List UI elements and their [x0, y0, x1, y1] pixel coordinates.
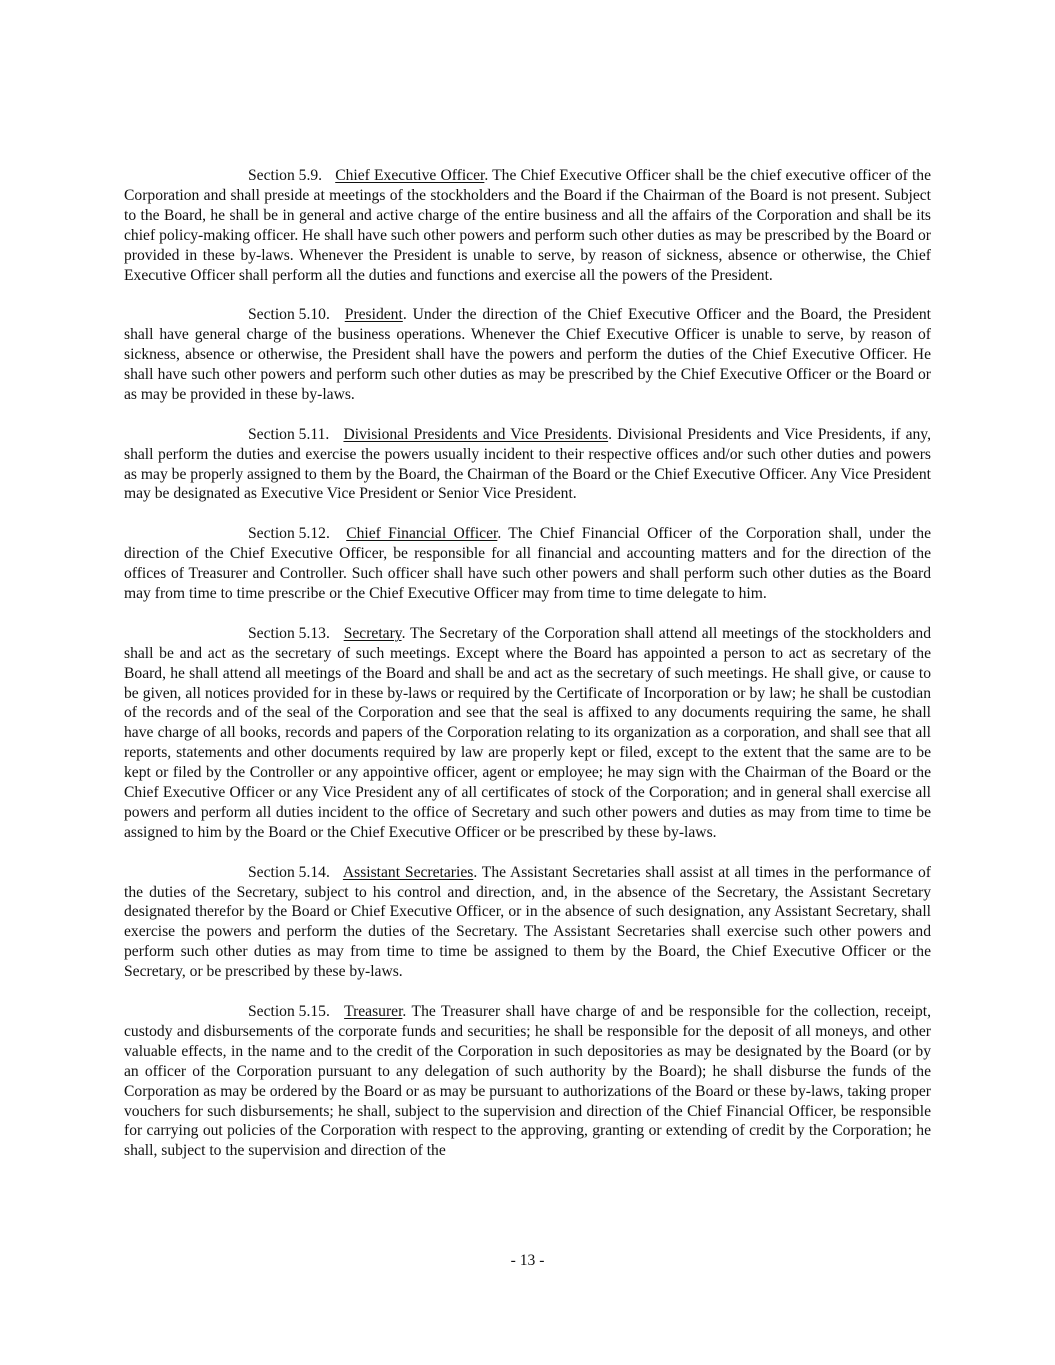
section-number: Section 5.11. [248, 425, 330, 443]
section-5-13: Section 5.13. Secretary. The Secretary of the Corporation shall attend all meetings of the stockholders and shall be and act as the secretary of such meetings. Except where the Board has appointed a person to act as secretary of the Board, he shall attend all meetings of the Board and shall be and act as the secretary of such meetings. He shall give, or cause to be given, all notices provided for in these by-laws or required by the Certificate of Incorporation or by law; he shall be custodian of the records and of the seal of the Corporation and see that the seal is affixed to any documents requiring the same, he shall have charge of all books, records and papers of the Corporation relating to its organization as a corporation, and shall see that all reports, statements and other documents required by law are properly kept or filed, except to the extent that the same are to be kept or filed by the Controller or any appointive officer, agent or employee; he may sign with the Chairman of the Board or the Chief Executive Officer or any Vice President any of all certificates of stock of the Corporation; and in general shall exercise all powers and perform all duties incident to the office of Secretary and such other powers and duties as may from time to time be assigned to him by the Board or the Chief Executive Officer or be prescribed by these by-laws. [124, 624, 932, 841]
section-body: The Secretary of the Corporation shall attend all meetings of the stockholders and shall be and act as the secretary of such meetings. Except where the Board has appointed a person to act as secretary of the Board, he shall attend all meetings of the Board and shall be and act as the secretary of such meetings. He shall give, or cause to be given, all notices provided for in these by-laws or required by the Certificate of Incorporation or by law; he shall be custodian of the records and of the seal of the Corporation and see that the seal is affixed to any documents requiring the same, he shall have charge of all books, records and papers of the Corporation relating to its organization as a corporation, and shall see that all reports, statements and other documents required by law are properly kept or filed, except to the extent that the same are to be kept or filed by the Controller or any appointive officer, agent or employee; he may sign with the Chairman of the Board or the Chief Executive Officer or any Vice President any of all certificates of stock of the Corporation; and in general shall exercise all powers and perform all duties incident to the office of Secretary and such other powers and duties as may from time to time be assigned to him by the Board or the Chief Executive Officer or be prescribed by these by-laws. [124, 624, 932, 841]
section-title: Secretary [343, 624, 402, 642]
section-5-10: Section 5.10. President. Under the direction of the Chief Executive Officer and the Board, the President shall have general charge of the business operations. Whenever the Chief Executive Officer is unable to serve, by reason of sickness, absence or otherwise, the President shall have the powers and perform the duties of the Chief Executive Officer. He shall have such other powers and perform such other duties as may be prescribed by the Chief Executive Officer or the Board or as may be provided in these by-laws. [124, 306, 931, 403]
section-5-14: Section 5.14. Assistant Secretaries. The Assistant Secretaries shall assist at all times in the performance of the duties of the Secretary, subject to his control and direction, and, in the absence of the Secretary, the Assistant Secretary designated therefor by the Board or Chief Executive Officer, or in the absence of such designation, any Assistant Secretary, shall exercise the powers and perform the duties of the Secretary. The Assistant Secretaries shall exercise such other powers and perform such other duties as may from time to time be assigned to them by the Board, the Chief Executive Officer or the Secretary, or be prescribed by these by-laws. [124, 863, 931, 981]
section-5-9: Section 5.9. Chief Executive Officer. The Chief Executive Officer shall be the chief executive officer of the Corporation and shall preside at meetings of the stockholders and the Board if the Chairman of the Board is not present. Subject to the Board, he shall be in general and active charge of the entire business and all the affairs of the Corporation and shall be its chief policy-making officer. He shall have such other powers and perform such other duties as may be prescribed by the Board or provided in these by-laws. Whenever the President is unable to serve, by reason of sickness, absence or otherwise, the Chief Executive Officer shall perform all the duties and functions and exercise all the powers of the President. [124, 167, 931, 284]
section-title: Divisional Presidents and Vice Presidents [343, 425, 609, 443]
section-number: Section 5.14. [248, 863, 330, 881]
section-number: Section 5.10. [248, 306, 330, 324]
section-title: President [344, 306, 403, 324]
document-page [124, 166, 931, 1181]
section-body: The Chief Financial Officer of the Corporation shall, under the direction of the Chief Executive Officer, be responsible for all financial and accounting matters and for the direction of the offices of Treasurer and Controller. Such officer shall have such other powers and shall perform such other duties as the Board may from time to time prescribe or the Chief Executive Officer may from time to time delegate to him. [124, 525, 932, 602]
section-title: Chief Executive Officer [335, 167, 485, 184]
section-title: Assistant Secretaries [342, 863, 474, 881]
section-number: Section 5.12. [248, 525, 330, 543]
section-body: The Chief Executive Officer shall be the chief executive officer of the Corporation and shall preside at meetings of the stockholders and the Board if the Chairman of the Board is not present. Subject to the Board, he shall be in general and active charge of the entire business and all the affairs of the Corporation and shall be its chief policy-making officer. He shall have such other powers and perform such other duties as may be prescribed by the Board or provided in these by-laws. Whenever the President is unable to serve, by reason of sickness, absence or otherwise, the Chief Executive Officer shall perform all the duties and functions and exercise all the powers of the President. [124, 167, 931, 284]
section-number: Section 5.9. [248, 167, 323, 184]
section-number: Section 5.13. [248, 624, 330, 642]
section-body: The Treasurer shall have charge of and be responsible for the collection, receipt, custody and disbursements of the corporate funds and securities; he shall be responsible for the deposit of all moneys, and other valuable effects, in the name and to the credit of the Corporation in such depositories as may be designated by the Board (or by an officer of the Corporation pursuant to any delegation of such authority by the Board); he shall disburse the funds of the Corporation as may be ordered by the Board or as may be pursuant to authorizations of the Board or these by-laws, taking proper vouchers for such disbursements; he shall, subject to the supervision and direction of the Chief Financial Officer, be responsible for carrying out policies of the Corporation with respect to the approving, granting or extending of credit by the Corporation; he shall, subject to the supervision and direction of the [124, 1002, 932, 1160]
section-body: Under the direction of the Chief Executive Officer and the Board, the President shall have general charge of the business operations. Whenever the Chief Executive Officer is unable to serve, by reason of sickness, absence or otherwise, the President shall have the powers and perform the duties of the Chief Executive Officer. He shall have such other powers and perform such other duties as may be prescribed by the Chief Executive Officer or the Board or as may be provided in these by-laws. [124, 306, 931, 403]
section-title: Chief Financial Officer [346, 525, 498, 543]
section-body: The Assistant Secretaries shall assist at all times in the performance of the duties of the Secretary, subject to his control and direction, and, in the absence of the Secretary, the Assistant Secretary designated therefor by the Board or Chief Executive Officer, or in the absence of such designation, any Assistant Secretary, shall exercise the powers and perform the duties of the Secretary. The Assistant Secretaries shall exercise such other powers and perform such other duties as may from time to time be assigned to them by the Board, the Chief Executive Officer or the Secretary, or be prescribed by these by-laws. [124, 863, 931, 981]
section-title: Treasurer [344, 1002, 403, 1020]
section-number: Section 5.15. [248, 1002, 330, 1020]
section-5-15: Section 5.15. Treasurer. The Treasurer shall have charge of and be responsible for the collection, receipt, custody and disbursements of the corporate funds and securities; he shall be responsible for the deposit of all moneys, and other valuable effects, in the name and to the credit of the Corporation in such depositories as may be designated by the Board (or by an officer of the Corporation pursuant to any delegation of such authority by the Board); he shall disburse the funds of the Corporation as may be ordered by the Board or as may be pursuant to authorizations of the Board or these by-laws, taking proper vouchers for such disbursements; he shall, subject to the supervision and direction of the Chief Financial Officer, be responsible for carrying out policies of the Corporation with respect to the approving, granting or extending of credit by the Corporation; he shall, subject to the supervision and direction of the [124, 1002, 932, 1160]
page-number: - 13 - [510, 1252, 545, 1269]
section-5-12: Section 5.12. Chief Financial Officer. The Chief Financial Officer of the Corporation shall, under the direction of the Chief Executive Officer, be responsible for all financial and accounting matters and for the direction of the offices of Treasurer and Controller. Such officer shall have such other powers and shall perform such other duties as the Board may from time to time prescribe or the Chief Executive Officer may from time to time delegate to him. [124, 525, 932, 602]
section-5-11: Section 5.11. Divisional Presidents and Vice Presidents. Divisional Presidents and Vice Presidents, if any, shall perform the duties and exercise the powers usually incident to their respective offices and/or such other duties and powers as may be properly assigned to them by the Board, the Chairman of the Board or the Chief Executive Officer. Any Vice President may be designated as Executive Vice President or Senior Vice President. [124, 425, 931, 503]
section-body: Divisional Presidents and Vice Presidents, if any, shall perform the duties and exercise the powers usually incident to their respective offices and/or such other duties and powers as may be properly assigned to them by the Board, the Chairman of the Board or the Chief Executive Officer. Any Vice President may be designated as Executive Vice President or Senior Vice President. [124, 425, 931, 503]
